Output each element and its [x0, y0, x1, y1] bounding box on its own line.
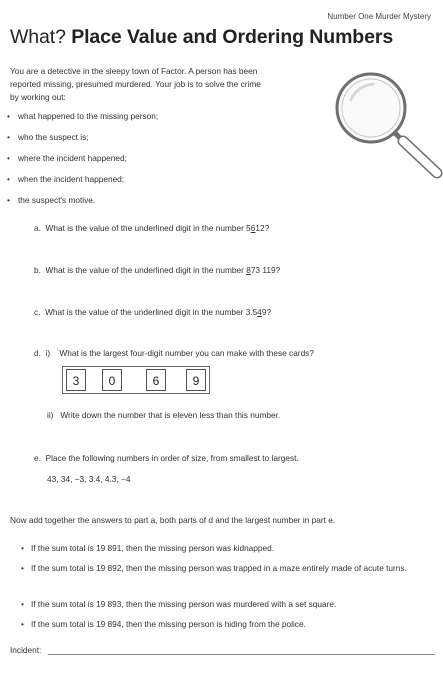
list-item: • If the sum total is 19 892, then the missing person was trapped in a maze entirely made of acute turns. — [31, 562, 431, 575]
question-text: What is the value of the underlined digit in the number 5 — [45, 223, 251, 233]
underlined-digit: 8 — [246, 265, 251, 275]
number-list: 43, 34, −3, 3.4, 4.3, −4 — [47, 474, 131, 484]
question-e — [34, 453, 299, 463]
underlined-digit: 6 — [250, 223, 256, 233]
list-item: • If the sum total is 19 894, then the missing person is hiding from the police. — [31, 618, 431, 631]
part-label: ii) — [47, 410, 54, 420]
question-text: What is the value of the underlined digit in the number 3.5 — [45, 307, 258, 317]
list-item: • If the sum total is 19 893, then the missing person was murdered with a set square. — [31, 598, 431, 611]
list-item: • the suspect's motive. — [18, 195, 95, 205]
question-text: Place the following numbers in order of size, from smallest to largest. — [45, 453, 299, 463]
incident-label: Incident: — [10, 645, 42, 655]
question-d-part-2 — [47, 410, 280, 420]
question-a — [34, 223, 269, 233]
list-item: • what happened to the missing person; — [18, 111, 158, 121]
question-label: b. — [34, 265, 41, 275]
question-label: a. — [34, 223, 41, 233]
page-title — [10, 26, 393, 49]
question-text-end: 12? — [255, 223, 270, 233]
intro-paragraph: You are a detective in the sleepy town of Factor. A person has been reported missing, presumed murdered. Your job is to solve the crime by working out: — [10, 66, 261, 102]
list-item: • when the incident happened; — [18, 174, 124, 184]
question-label: c. — [34, 307, 41, 317]
instruction-text: Now add together the answers to part a, both parts of d and the largest number in part e. — [10, 515, 336, 525]
number-card: 6 — [146, 369, 166, 391]
number-card: 0 — [102, 369, 122, 391]
incident-answer-line[interactable] — [48, 654, 435, 655]
number-card: 9 — [186, 369, 206, 391]
question-text: What is the value of the underlined digit in the number — [45, 265, 247, 275]
title-main: Place Value and Ordering Numbers — [71, 26, 394, 48]
list-item: • If the sum total is 19 891, then the missing person was kidnapped. — [31, 542, 431, 555]
question-c — [34, 307, 271, 317]
question-d-part-1 — [34, 348, 314, 358]
list-item: • where the incident happened; — [18, 153, 127, 163]
question-text: What is the largest four-digit number you can make with these cards? — [59, 348, 314, 358]
question-text: Write down the number that is eleven less than this number. — [60, 410, 281, 420]
list-item: • who the suspect is; — [18, 132, 89, 142]
magnifying-glass-icon — [333, 70, 443, 182]
title-lead: What? — [10, 26, 66, 48]
part-label: i) — [45, 348, 51, 358]
question-text-end: 73 119? — [250, 265, 281, 275]
question-text-end: 9? — [261, 307, 272, 317]
underlined-digit: 4 — [257, 307, 262, 317]
number-card: 3 — [66, 369, 86, 391]
series-label: Number One Murder Mystery — [327, 12, 431, 21]
question-label: d. — [34, 348, 41, 358]
question-b — [34, 265, 280, 275]
question-label: e. — [34, 453, 41, 463]
